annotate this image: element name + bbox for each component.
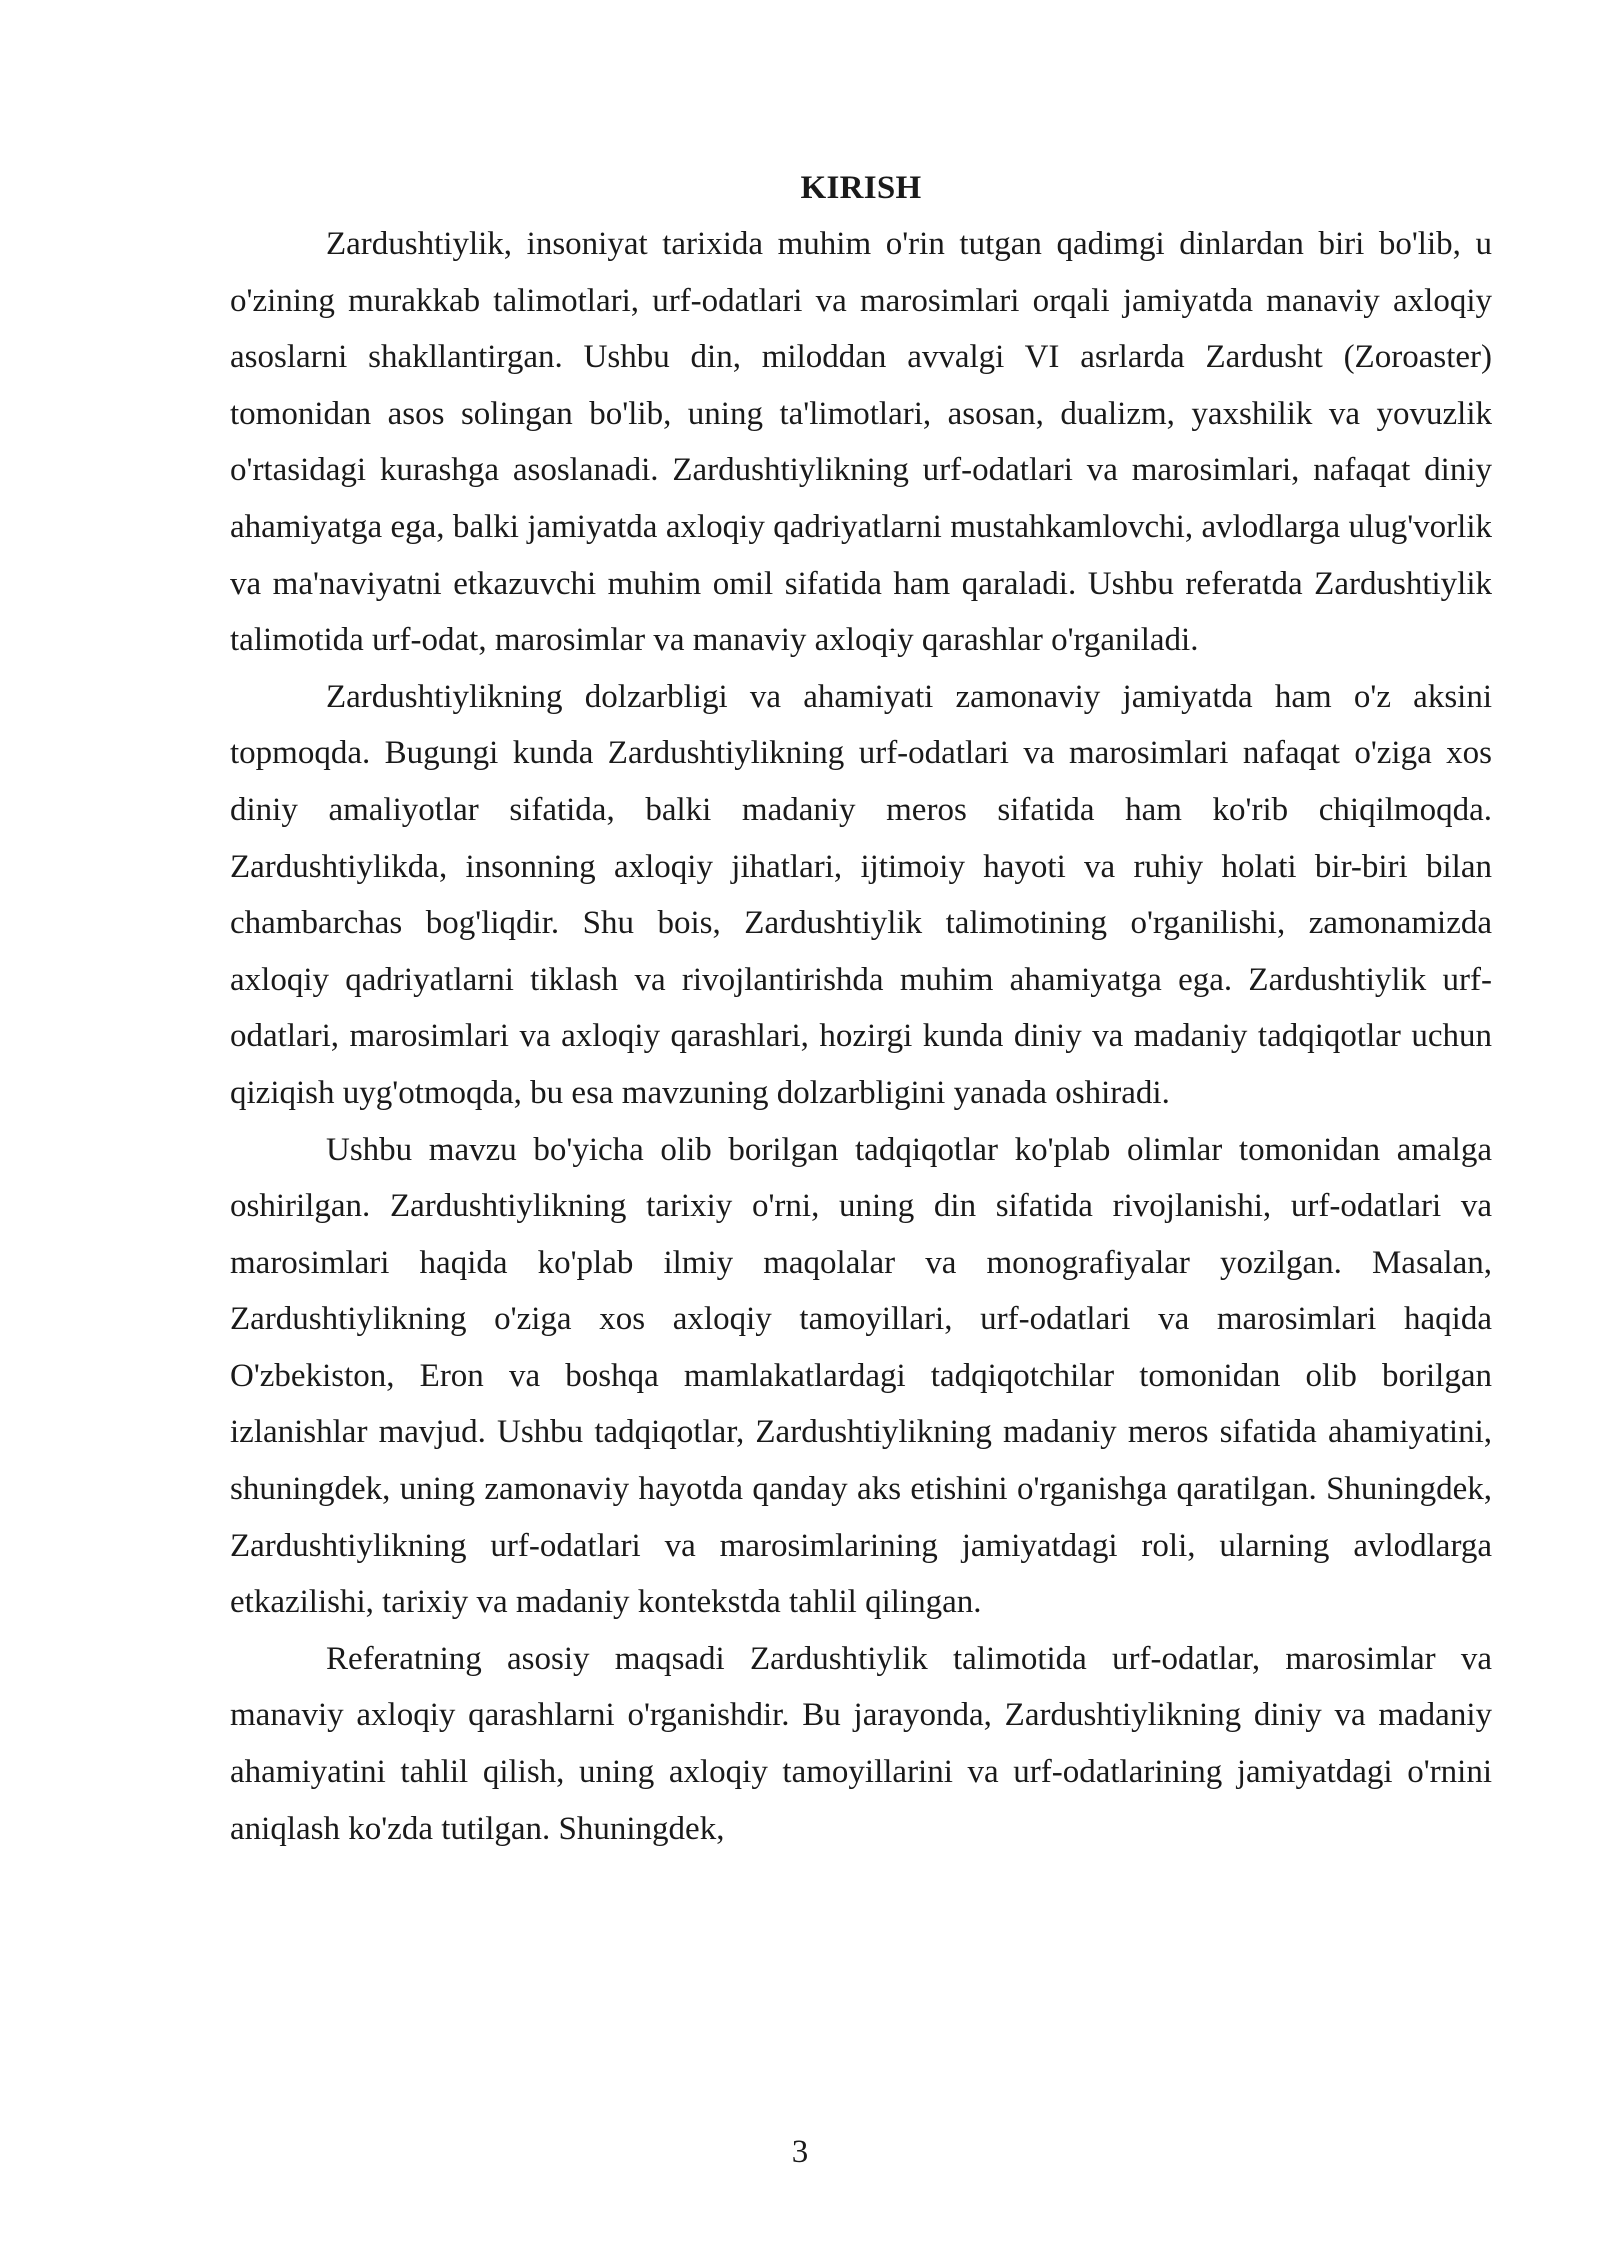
paragraph-3: Ushbu mavzu bo'yicha olib borilgan tadqiqotlar ko'plab olimlar tomonidan amalga oshirilgan. Zardushtiylikning tarixiy o'rni, uning din sifatida rivojlanishi, urf-odatlari va marosimlari haqida ko'plab ilmiy maqolalar va monografiyalar yozilgan. Masalan, Zardushtiylikning o'ziga xos axloqiy tamoyillari, urf-odatlari va marosimlari haqida O'zbekiston, Eron va boshqa mamlakatlardagi tadqiqotchilar tomonidan olib borilgan izlanishlar mavjud. Ushbu tadqiqotlar, Zardushtiylikning madaniy meros sifatida ahamiyatini, shuningdek, uning zamonaviy hayotda qanday aks etishini o'rganishga qaratilgan. Shuningdek, Zardushtiylikning urf-odatlari va marosimlarining jamiyatdagi roli, ularning avlodlarga etkazilishi, tarixiy va madaniy kontekstda tahlil qilingan.: [230, 1131, 1492, 1621]
paragraph-1: Zardushtiylik, insoniyat tarixida muhim o'rin tutgan qadimgi dinlardan biri bo'lib, u o'zining murakkab talimotlari, urf-odatlari va marosimlari orqali jamiyatda manaviy axloqiy asoslarni shakllantirgan. Ushbu din, miloddan avvalgi VI asrlarda Zardusht (Zoroaster) tomonidan asos solingan bo'lib, uning ta'limotlari, asosan, dualizm, yaxshilik va yovuzlik o'rtasidagi kurashga asoslanadi. Zardushtiylikning urf-odatlari va marosimlari, nafaqat diniy ahamiyatga ega, balki jamiyatda axloqiy qadriyatlarni mustahkamlovchi, avlodlarga ulug'vorlik va ma'naviyatni etkazuvchi muhim omil sifatida ham qaraladi. Ushbu referatda Zardushtiylik talimotida urf-odat, marosimlar va manaviy axloqiy qarashlar o'rganiladi.: [230, 226, 1492, 659]
paragraph-4: Referatning asosiy maqsadi Zardushtiylik talimotida urf-odatlar, marosimlar va manaviy axloqiy qarashlarni o'rganishdir. Bu jarayonda, Zardushtiylikning diniy va madaniy ahamiyatini tahlil qilish, uning axloqiy tamoyillarini va urf-odatlarining jamiyatdagi o'rnini aniqlash ko'zda tutilgan. Shuningdek,: [230, 1640, 1492, 1847]
page-number: 3: [791, 2134, 809, 2170]
page-content: [230, 160, 1492, 1857]
page-title: KIRISH: [800, 170, 922, 206]
paragraph-2: Zardushtiylikning dolzarbligi va ahamiyati zamonaviy jamiyatda ham o'z aksini topmoqda. Bugungi kunda Zardushtiylikning urf-odatlari va marosimlari nafaqat o'ziga xos diniy amaliyotlar sifatida, balki madaniy meros sifatida ham ko'rib chiqilmoqda. Zardushtiylikda, insonning axloqiy jihatlari, ijtimoiy hayoti va ruhiy holati bir-biri bilan chambarchas bog'liqdir. Shu bois, Zardushtiylik talimotining o'rganilishi, zamonamizda axloqiy qadriyatlarni tiklash va rivojlantirishda muhim ahamiyatga ega. Zardushtiylik urf-odatlari, marosimlari va axloqiy qarashlari, hozirgi kunda diniy va madaniy tadqiqotlar uchun qiziqish uyg'otmoqda, bu esa mavzuning dolzarbligini yanada oshiradi.: [230, 678, 1492, 1111]
